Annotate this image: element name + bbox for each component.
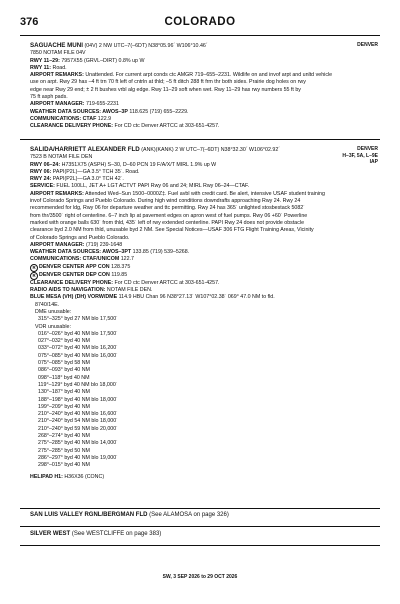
airport-name: SILVER WEST: [30, 531, 71, 537]
entry-line: [30, 272, 378, 280]
field-value: invof Colorado Springs and Pueblo Colorado. During high wind conditions downdrafts approaching Rwy 24. Rwy 24: [30, 198, 301, 205]
field-value: 210°–240° byd 59 NM blo 20,000´: [38, 425, 118, 432]
field-label: WEATHER DATA SOURCES: AWOS–3P: [30, 108, 128, 115]
field-value: 275°–285° byd 50 NM: [38, 447, 90, 454]
entry-divider: [20, 545, 380, 546]
field-value: PAPI(P2L)—GA 3.0° TCH 42´.: [52, 176, 124, 183]
chart-ref-saguache: DENVER: [357, 42, 378, 48]
entry-line: [30, 50, 378, 57]
entry-line: [30, 176, 378, 183]
field-value: For CD ctc Denver ARTCC at 303-651-4257.: [114, 279, 220, 286]
entry-line: [30, 58, 378, 65]
entry-line: [30, 242, 378, 249]
field-value: (04V) 2 NW UTC–7(–6DT) N38°05.96´ W106°10.46´: [84, 43, 208, 49]
entry-line: [30, 146, 378, 154]
field-value: 075°–085° byd 40 NM blo 16,000´: [38, 352, 118, 359]
field-value: Road.: [52, 64, 67, 71]
field-label: AIRPORT MANAGER:: [30, 101, 85, 108]
entry-line: [30, 256, 378, 263]
field-value: 119.85: [111, 271, 128, 278]
field-label: DENVER CENTER APP CON: [39, 263, 110, 270]
field-value: DME unusable:: [35, 308, 72, 315]
entry-line: [30, 462, 378, 469]
entry-line: [30, 235, 378, 242]
field-value: PAPI(P2L)—GA 3.5° TCH 35´. Road.: [52, 168, 140, 175]
field-label: BLUE MESA (VH) (DH) VORW/DME: [30, 294, 118, 301]
field-value: 133.85 (719) 539–5268.: [132, 249, 190, 256]
entry-line: [30, 397, 378, 404]
state-title: COLORADO: [164, 16, 236, 28]
entry-line: [30, 433, 378, 440]
entry-line: [30, 154, 378, 161]
entry-line: [30, 302, 378, 309]
field-value: 086°–093° byd 40 NM: [38, 367, 90, 374]
entry-line: [30, 198, 378, 205]
field-value: 098°–118° byd 40 NM: [38, 374, 90, 381]
field-label: CLEARANCE DELIVERY PHONE:: [30, 123, 113, 130]
entry-line: [30, 42, 378, 50]
field-value: 130°–187° byd 40 NM: [38, 389, 90, 396]
field-value: 118.625 (719) 655–2229.: [129, 108, 189, 115]
entry-line: [30, 324, 378, 331]
entry-line: [30, 87, 378, 94]
field-value: 7957X55 (GRVL–DIRT) 0.8% up W: [61, 57, 145, 64]
field-value: Unattended. For current arpt conds ctc AMGR 719–655–2231. Wildlife on and invof arpt and unltd vehicle: [85, 72, 333, 79]
field-value: (ANK)(KANK) 2 W UTC–7(–6DT) N38°32.30´ W106°02.92´: [141, 147, 281, 153]
field-label: HELIPAD H1:: [30, 474, 63, 481]
airport-entry-silver-west: [30, 531, 161, 537]
entry-line: [30, 94, 378, 101]
field-value: of Colorado Springs and Pueblo Colorado.: [30, 234, 130, 241]
field-value: recommended for ldg, Rwy 06 for departure weather and ttc permitting. Rwy 24 has 365´ unlighted stosbestack 5082´: [30, 205, 305, 212]
field-label: RWY 06–24:: [30, 161, 61, 168]
entry-line: [30, 101, 378, 108]
airport-entry-san-luis: [30, 512, 229, 518]
airport-name: SAN LUIS VALLEY RGNL/BERGMAN FLD: [30, 512, 148, 518]
field-value: 210°–240° byd 40 NM blo 16,600´: [38, 411, 118, 418]
entry-line: [30, 455, 378, 462]
field-label: RADIO AIDS TO NAVIGATION:: [30, 287, 106, 294]
entry-divider: [20, 508, 380, 509]
field-label: AIRPORT MANAGER:: [30, 241, 85, 248]
entry-line: [30, 309, 378, 316]
field-value: 033°–072° byd 40 NM blo 16,200´: [38, 345, 118, 352]
field-value: marked with orange balls 630´ from thld, 435´ left of rwy extended centerline. PAPI Rwy 24 does not provide obstacle: [30, 219, 305, 226]
entry-line: [30, 72, 378, 79]
entry-line: [30, 287, 378, 294]
field-value: 315°–325° byd 27 NM blo 17,500´: [38, 316, 118, 323]
entry-line: [30, 389, 378, 396]
entry-line: [30, 404, 378, 411]
header-rule: [20, 35, 380, 36]
entry-divider: [20, 139, 380, 140]
entry-line: [30, 116, 378, 123]
field-value: use on arpt. Rwy 29 has –4 ft trn 70 ft left of cntrln at thld; –5 ft ditch 288 ft frm thr both sides. Prairie dog holes on rwy: [30, 79, 306, 86]
entry-line: [30, 191, 378, 198]
airport-entry-salida: [30, 146, 378, 482]
field-label: DENVER CENTER DEP CON: [39, 271, 110, 278]
field-label: WEATHER DATA SOURCES: AWOS–3PT: [30, 249, 132, 256]
entry-line: [30, 213, 378, 220]
field-value: NOTAM FILE DEN.: [106, 287, 153, 294]
chart-ref-line: H–3F, 5A, L–9E: [342, 152, 378, 159]
entry-divider: [20, 526, 380, 527]
field-label: RWY 11:: [30, 64, 52, 71]
entry-line: [30, 162, 378, 169]
entry-line: [30, 264, 378, 272]
field-value: 7523 B NOTAM FILE DEN: [30, 154, 93, 161]
entry-line: [30, 411, 378, 418]
field-value: (719) 239-1648: [85, 241, 123, 248]
cross-reference: (See WESTCLIFFE on page 383): [71, 531, 162, 537]
entry-line: [30, 123, 378, 130]
field-value: Attended Wed–Sun 1500–0000Z‡. Fuel avbl with credit card. Be alert, intensive USAF student training: [85, 190, 325, 197]
entry-line: [30, 474, 378, 481]
field-value: 268°–274° byd 40 NM: [38, 432, 90, 439]
field-label: COMMUNICATIONS: CTAF: [30, 115, 97, 122]
field-value: from thr/3500´ right of centerline. 6–7 inch lip at pavement edges on apron west of fuel pumps. Rwy 06 +60´ Powerline: [30, 212, 308, 219]
page-header: [20, 16, 380, 32]
airport-entry-saguache: [30, 42, 378, 131]
entry-line: [30, 367, 378, 374]
entry-line: [30, 418, 378, 425]
field-value: 027°–032° byd 40 NM: [38, 338, 90, 345]
field-label: RWY 11–29:: [30, 57, 60, 64]
entry-line: [30, 227, 378, 234]
chart-ref-salida: [342, 146, 378, 166]
airport-name: SAGUACHE MUNI: [30, 42, 83, 49]
entry-line: [30, 65, 378, 72]
entry-line: [30, 294, 378, 301]
field-value: 188°–198° byd 40 NM blo 18,000´: [38, 396, 118, 403]
field-value: 075°–085° byd 58 NM: [38, 360, 90, 367]
entry-line: [30, 353, 378, 360]
field-value: H7351X75 (ASPH) S–30, D–60 PCN 19 F/A/X/T MIRL 1.9% up W: [61, 161, 217, 168]
field-value: 719-655-2231: [85, 101, 119, 108]
field-value: For CD ctc Denver ARTCC at 303-651-4257.: [114, 123, 220, 130]
field-label: AIRPORT REMARKS:: [30, 72, 84, 79]
entry-line: [30, 249, 378, 256]
airport-name: SALIDA/HARRIETT ALEXANDER FLD: [30, 146, 140, 153]
field-value: 114.9 HBU Chan 96 N38°27.13´ W107°02.38´ 069° 47.0 NM to fld.: [118, 294, 275, 301]
entry-line: [30, 360, 378, 367]
chart-ref-line: DENVER: [357, 146, 378, 152]
field-value: 199°–209° byd 40 NM: [38, 403, 90, 410]
field-value: 016°–026° byd 40 NM blo 17,500´: [38, 330, 118, 337]
entry-line: [30, 448, 378, 455]
field-value: 275°–285° byd 40 NM blo 14,000´: [38, 440, 118, 447]
entry-line: [30, 426, 378, 433]
entry-line: [30, 280, 378, 287]
radar-circle-icon: R: [30, 264, 38, 272]
entry-line: [30, 183, 378, 190]
field-value: VOR unusable:: [35, 323, 71, 330]
field-value: FUEL 100LL, JET A+ LGT ACTVT PAPI Rwy 06 and 24; MIRL Rwy 06–24—CTAF.: [56, 183, 250, 190]
field-value: 128.375: [111, 263, 131, 270]
field-value: 7850 NOTAM FILE 04V: [30, 50, 86, 57]
page-number: 376: [20, 16, 39, 28]
field-value: H36X36 (CONC): [64, 474, 105, 481]
field-label: RWY 24:: [30, 176, 52, 183]
field-label: CLEARANCE DELIVERY PHONE:: [30, 279, 113, 286]
entry-line: [30, 79, 378, 86]
entry-line: [30, 205, 378, 212]
radar-circle-icon: R: [30, 272, 38, 280]
field-value: 286°–297° byd 40 NM blo 19,000´: [38, 454, 118, 461]
chart-ref-line: IAP: [369, 159, 378, 165]
field-label: AIRPORT REMARKS:: [30, 190, 84, 197]
field-value: 122.9: [97, 115, 112, 122]
entry-line: [30, 220, 378, 227]
field-value: clearance byd 2.0 NM from thld, unusable byd 2 NM. See Special Notices—USAF 306 FTG Flight Training Areas, Vicinity: [30, 227, 314, 234]
entry-line: [30, 109, 378, 116]
field-value: 298°–015° byd 40 NM: [38, 462, 90, 469]
field-value: 210°–240° byd 54 NM blo 18,000´: [38, 418, 118, 425]
field-label: SERVICE:: [30, 183, 55, 190]
cross-reference: (See ALAMOSA on page 326): [149, 512, 229, 518]
entry-line: [30, 382, 378, 389]
field-value: 75 ft asph pads.: [30, 94, 68, 101]
field-value: 8740/14E.: [35, 301, 60, 308]
entry-line: [30, 169, 378, 176]
entry-line: [30, 331, 378, 338]
field-label: COMMUNICATIONS: CTAF/UNICOM: [30, 256, 120, 263]
page-footer: SW, 3 SEP 2026 to 29 OCT 2026: [162, 574, 238, 580]
entry-line: [30, 375, 378, 382]
field-value: 119°–129° byd 40 NM blo 18,000´: [38, 381, 118, 388]
field-label: RWY 06:: [30, 168, 52, 175]
entry-line: [30, 440, 378, 447]
entry-line: [30, 316, 378, 323]
entry-line: [30, 345, 378, 352]
entry-line: [30, 338, 378, 345]
field-value: 122.7: [120, 256, 134, 263]
field-value: edge near Rwy 29 end; ± 2 ft bushes vrbl alg edge. Rwy 11–29 soft when wet. Rwy 11–29 has rwy numbers 55 ft by: [30, 86, 301, 93]
